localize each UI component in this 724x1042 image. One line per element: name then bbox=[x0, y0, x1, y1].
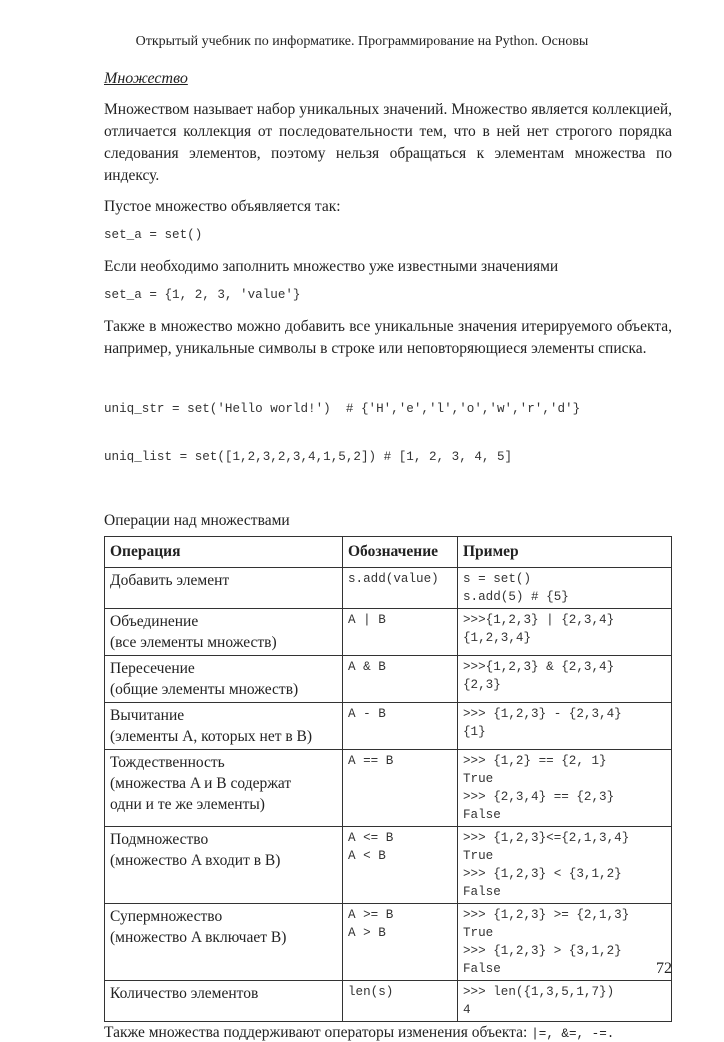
iterable-paragraph: Также в множество можно добавить все уникальные значения итерируемого объекта, например, уникальные символы в строке или неповторяющиеся элементы списка. bbox=[104, 318, 672, 357]
example-cell-line: >>> {1,2,3} > {3,1,2} bbox=[463, 944, 622, 958]
symbol-cell bbox=[343, 609, 458, 656]
section-title: Множество bbox=[104, 70, 188, 87]
table-row bbox=[105, 827, 672, 904]
operation-cell-line: Супермножество bbox=[110, 908, 223, 925]
example-cell bbox=[458, 568, 672, 609]
operation-cell-line: Вычитание bbox=[110, 707, 185, 724]
operation-cell-line: Пересечение bbox=[110, 660, 195, 677]
symbol-cell-line: s.add(value) bbox=[348, 572, 439, 586]
footer-note-operators: |=, &=, -=. bbox=[531, 1027, 615, 1041]
example-cell-line: {1,2,3,4} bbox=[463, 631, 532, 645]
set-operations-table bbox=[104, 536, 672, 1022]
operation-cell-line: (множество A входит в B) bbox=[110, 852, 281, 869]
symbol-cell bbox=[343, 981, 458, 1022]
example-cell-line: >>> {1,2,3} < {3,1,2} bbox=[463, 867, 622, 881]
table-row bbox=[105, 981, 672, 1022]
example-cell-line: True bbox=[463, 849, 494, 863]
footer-note bbox=[104, 1024, 672, 1042]
symbol-cell-line: A < B bbox=[348, 849, 386, 863]
example-cell bbox=[458, 656, 672, 703]
column-header: Операция bbox=[105, 537, 343, 568]
example-cell bbox=[458, 981, 672, 1022]
operation-cell bbox=[105, 568, 343, 609]
table-row bbox=[105, 656, 672, 703]
operation-cell-line: Количество элементов bbox=[110, 985, 259, 1002]
example-cell-line: 4 bbox=[463, 1003, 471, 1017]
operation-cell-line: Добавить элемент bbox=[110, 572, 230, 589]
page-content bbox=[104, 70, 672, 1042]
symbol-cell bbox=[343, 568, 458, 609]
symbol-cell bbox=[343, 904, 458, 981]
operation-cell bbox=[105, 981, 343, 1022]
operation-cell bbox=[105, 703, 343, 750]
symbol-cell-line: len(s) bbox=[348, 985, 394, 999]
table-row bbox=[105, 904, 672, 981]
operation-cell-line: (элементы A, которых нет в B) bbox=[110, 728, 313, 745]
operation-cell-line: (все элементы множеств) bbox=[110, 634, 277, 651]
example-cell-line: False bbox=[463, 962, 501, 976]
example-cell-line: >>> {1,2,3} - {2,3,4} bbox=[463, 707, 622, 721]
example-cell-line: {1} bbox=[463, 725, 486, 739]
symbol-cell-line: A & B bbox=[348, 660, 386, 674]
intro-paragraph: Множеством называет набор уникальных значений. Множество является коллекцией, отличается коллекция от последовательности тем, что в ней нет строгого порядка следования элементов, поэтому нельзя обращаться к элементам множества по индексу. bbox=[104, 101, 672, 184]
code-empty-set: set_a = set() bbox=[104, 228, 203, 242]
symbol-cell bbox=[343, 827, 458, 904]
example-cell-line: s = set() bbox=[463, 572, 532, 586]
example-cell-line: {2,3} bbox=[463, 678, 501, 692]
example-cell-line: False bbox=[463, 885, 501, 899]
empty-set-paragraph: Пустое множество объявляется так: bbox=[104, 198, 341, 215]
symbol-cell-line: A >= B bbox=[348, 908, 394, 922]
symbol-cell bbox=[343, 656, 458, 703]
operation-cell-line: Тождественность bbox=[110, 754, 225, 771]
example-cell-line: >>> {1,2,3} >= {2,1,3} bbox=[463, 908, 630, 922]
symbol-cell-line: A <= B bbox=[348, 831, 394, 845]
example-cell-line: >>> {1,2} == {2, 1} bbox=[463, 754, 607, 768]
example-cell bbox=[458, 750, 672, 827]
example-cell-line: >>>{1,2,3} & {2,3,4} bbox=[463, 660, 615, 674]
example-cell-line: >>>{1,2,3} | {2,3,4} bbox=[463, 613, 615, 627]
symbol-cell bbox=[343, 750, 458, 827]
example-cell-line: >>> {1,2,3}<={2,1,3,4} bbox=[463, 831, 630, 845]
example-cell bbox=[458, 827, 672, 904]
operation-cell-line: Объединение bbox=[110, 613, 199, 630]
symbol-cell-line: A - B bbox=[348, 707, 386, 721]
code-line: uniq_list = set([1,2,3,2,3,4,1,5,2]) # [1, 2, 3, 4, 5] bbox=[104, 450, 513, 464]
symbol-cell-line: A | B bbox=[348, 613, 386, 627]
column-header: Пример bbox=[458, 537, 672, 568]
operation-cell-line: одни и те же элементы) bbox=[110, 796, 265, 813]
example-cell-line: >>> {2,3,4} == {2,3} bbox=[463, 790, 615, 804]
operation-cell bbox=[105, 609, 343, 656]
code-line: uniq_str = set('Hello world!') # {'H','e','l','o','w','r','d'} bbox=[104, 402, 581, 416]
code-fill-set: set_a = {1, 2, 3, 'value'} bbox=[104, 288, 301, 302]
operation-cell-line: Подмножество bbox=[110, 831, 209, 848]
page-number: 72 bbox=[656, 960, 672, 977]
footer-note-text: Также множества поддерживают операторы изменения объекта: bbox=[104, 1024, 528, 1041]
fill-set-paragraph: Если необходимо заполнить множество уже известными значениями bbox=[104, 258, 559, 275]
operation-cell-line: (общие элементы множеств) bbox=[110, 681, 299, 698]
operations-caption: Операции над множествами bbox=[104, 512, 290, 529]
table-row bbox=[105, 750, 672, 827]
operation-cell bbox=[105, 904, 343, 981]
table-header-row bbox=[105, 537, 672, 568]
table-row bbox=[105, 703, 672, 750]
example-cell bbox=[458, 703, 672, 750]
operation-cell bbox=[105, 656, 343, 703]
operation-cell bbox=[105, 750, 343, 827]
table-row bbox=[105, 568, 672, 609]
operation-cell-line: (множества A и B содержат bbox=[110, 775, 292, 792]
example-cell-line: False bbox=[463, 808, 501, 822]
example-cell-line: True bbox=[463, 926, 494, 940]
symbol-cell-line: A > B bbox=[348, 926, 386, 940]
code-iterable bbox=[104, 369, 672, 497]
example-cell-line: True bbox=[463, 772, 494, 786]
example-cell-line: s.add(5) # {5} bbox=[463, 590, 569, 604]
operation-cell bbox=[105, 827, 343, 904]
example-cell-line: >>> len({1,3,5,1,7}) bbox=[463, 985, 615, 999]
table-row bbox=[105, 609, 672, 656]
page-header: Открытый учебник по информатике. Программирование на Python. Основы bbox=[135, 34, 589, 49]
operation-cell-line: (множество A включает B) bbox=[110, 929, 287, 946]
example-cell bbox=[458, 609, 672, 656]
symbol-cell-line: A == B bbox=[348, 754, 394, 768]
column-header: Обозначение bbox=[343, 537, 458, 568]
symbol-cell bbox=[343, 703, 458, 750]
example-cell bbox=[458, 904, 672, 981]
